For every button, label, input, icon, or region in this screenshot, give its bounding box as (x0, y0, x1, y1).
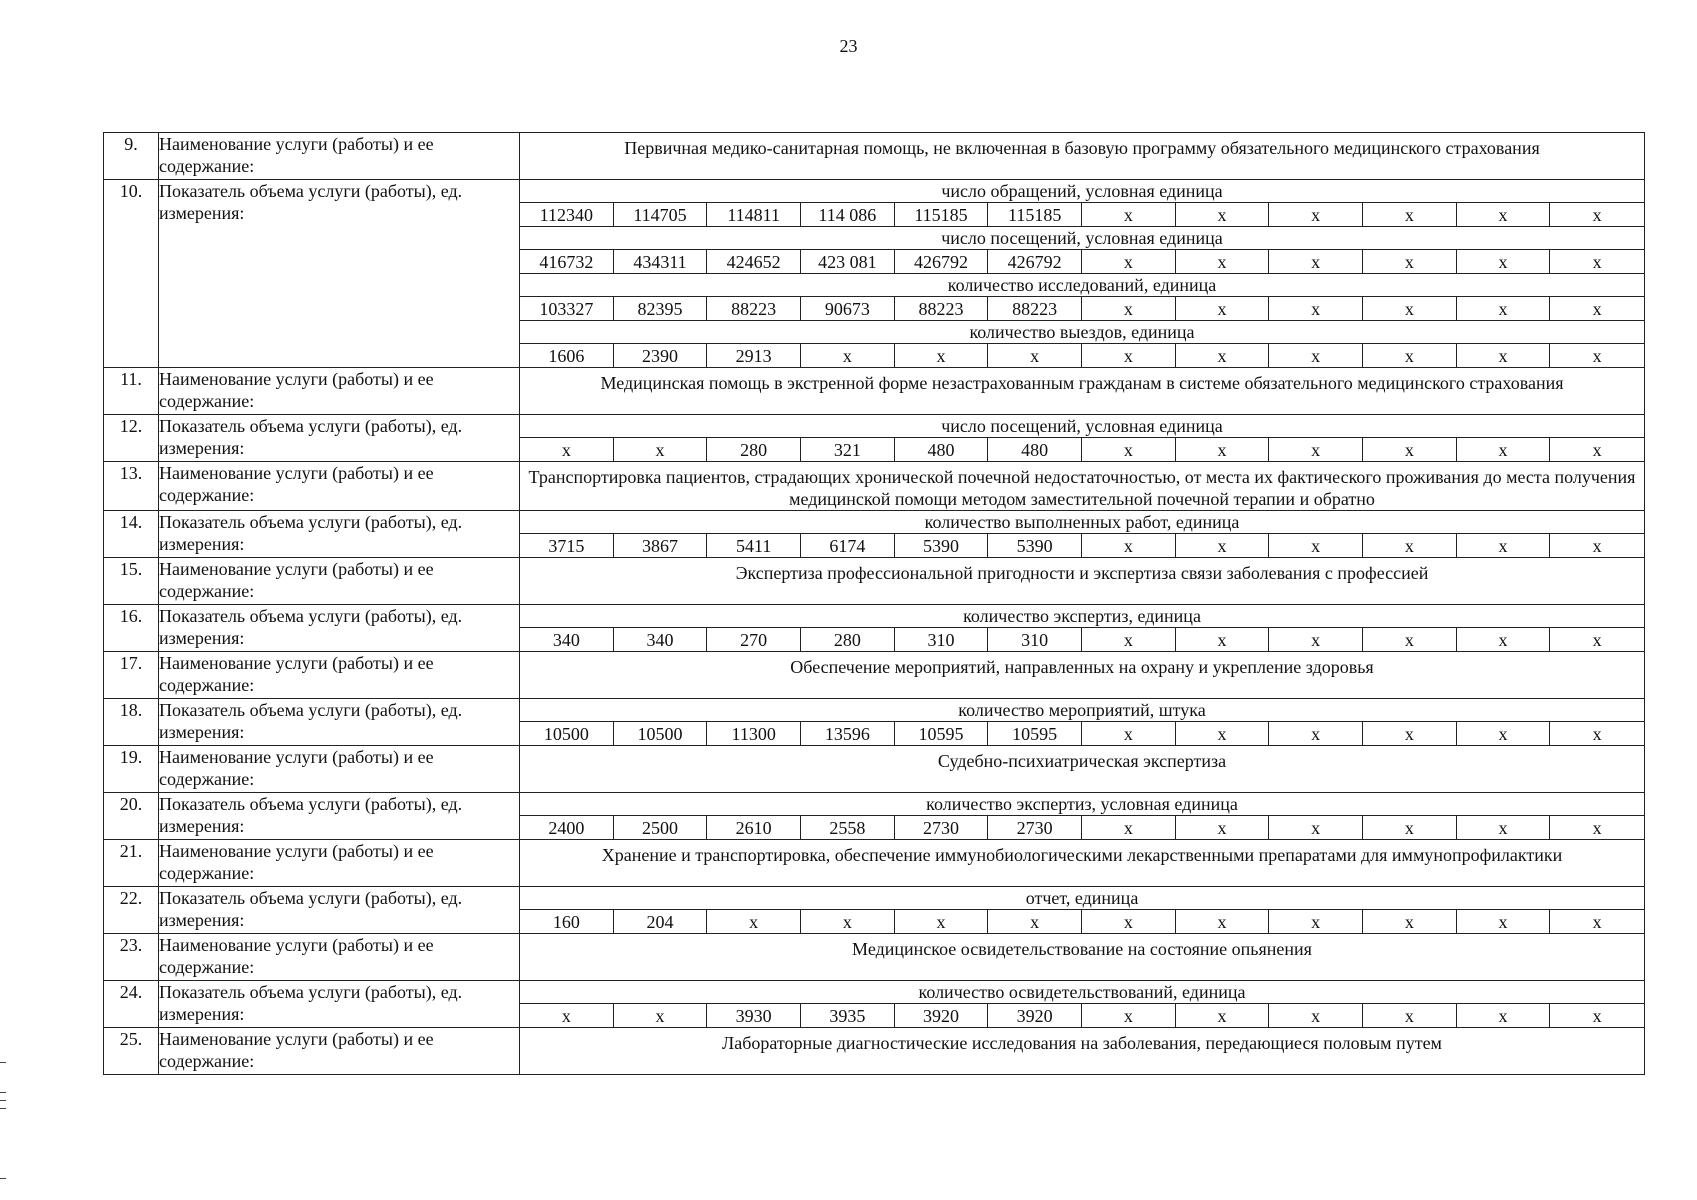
row-content (520, 652, 1645, 699)
indicator-title: количество исследований, единица (520, 274, 1644, 297)
row-label: Наименование услуги (работы) и ее содержание: (159, 934, 520, 981)
margin-mark (0, 1062, 6, 1063)
value-cell: x (1176, 203, 1270, 226)
value-cell: x (1457, 344, 1551, 367)
value-cell: x (1176, 816, 1270, 839)
row-content (520, 462, 1645, 511)
value-cell: x (1592, 205, 1602, 225)
value-cell: 2913 (707, 344, 801, 367)
indicator-title: количество выполненных работ, единица (520, 511, 1644, 534)
value-cell: x (1457, 297, 1551, 320)
row-label: Наименование услуги (работы) и ее содержание: (159, 840, 520, 887)
table-row (104, 415, 1645, 462)
value-cell: 340 (520, 628, 614, 651)
value-cell: x (1082, 1004, 1176, 1027)
row-number: 15. (104, 558, 159, 605)
value-cell: 10595 (988, 722, 1082, 745)
row-label: Наименование услуги (работы) и ее содержание: (159, 746, 520, 793)
row-number: 17. (104, 652, 159, 699)
row-number: 23. (104, 934, 159, 981)
value-cell: 2500 (614, 816, 708, 839)
value-cell: x (1269, 722, 1363, 745)
indicator-title: число обращений, условная единица (520, 180, 1644, 203)
value-cell: x (1363, 722, 1457, 745)
services-table (103, 132, 1645, 1075)
indicator-values (520, 816, 1644, 839)
value-cell: 340 (614, 628, 708, 651)
value-cell: x (1363, 203, 1457, 226)
value-cell: x (1082, 910, 1176, 933)
row-number: 19. (104, 746, 159, 793)
row-number: 9. (104, 133, 159, 180)
value-cell: 2558 (801, 816, 895, 839)
value-cell: 2610 (707, 816, 801, 839)
page-number: 23 (839, 36, 858, 56)
value-cell: x (520, 438, 614, 461)
value-cell: x (1363, 344, 1457, 367)
value-cell: x (1592, 818, 1602, 838)
row-content (520, 180, 1645, 368)
value-cell: x (1269, 816, 1363, 839)
value-cell: x (1363, 816, 1457, 839)
indicator-values (520, 534, 1644, 557)
value-cell: 2730 (988, 816, 1082, 839)
value-cell: x (1457, 438, 1551, 461)
row-label: Показатель объема услуги (работы), ед. измерения: (159, 511, 520, 558)
value-cell: x (1269, 297, 1363, 320)
value-cell: x (1592, 1006, 1602, 1026)
value-cell: x (1176, 722, 1270, 745)
value-cell: x (1457, 203, 1551, 226)
value-cell: x (1269, 438, 1363, 461)
row-label: Наименование услуги (работы) и ее содержание: (159, 1028, 520, 1075)
row-label: Наименование услуги (работы) и ее содержание: (159, 133, 520, 180)
row-label: Показатель объема услуги (работы), ед. измерения: (159, 887, 520, 934)
margin-mark (0, 1092, 6, 1093)
value-cell: 424652 (707, 250, 801, 273)
service-name: Медицинская помощь в экстренной форме незастрахованным гражданам в системе обязательного медицинского страхования (600, 373, 1564, 393)
value-cell: 160 (520, 910, 614, 933)
value-cell: x (1082, 816, 1176, 839)
indicator-title: отчет, единица (520, 887, 1644, 910)
value-cell: 426792 (895, 250, 989, 273)
value-cell: 480 (988, 438, 1082, 461)
row-content (520, 699, 1645, 746)
table-row (104, 511, 1645, 558)
value-cell: 3715 (520, 534, 614, 557)
row-number: 21. (104, 840, 159, 887)
value-cell: 5390 (988, 534, 1082, 557)
row-label: Наименование услуги (работы) и ее содержание: (159, 652, 520, 699)
value-cell: 10500 (614, 722, 708, 745)
service-name: Медицинское освидетельствование на состояние опьянения (852, 939, 1312, 959)
value-cell: 3930 (707, 1004, 801, 1027)
value-cell: 114811 (707, 203, 801, 226)
indicator-values (520, 1004, 1644, 1027)
value-cell: 5411 (707, 534, 801, 557)
value-cell: x (1176, 297, 1270, 320)
indicator-group (520, 321, 1644, 367)
value-cell: x (1457, 722, 1551, 745)
value-cell: 480 (895, 438, 989, 461)
value-cell: 112340 (520, 203, 614, 226)
value-cell: x (1457, 534, 1551, 557)
value-cell: 2390 (614, 344, 708, 367)
value-cell: 88223 (895, 297, 989, 320)
row-content (520, 511, 1645, 558)
row-label: Наименование услуги (работы) и ее содержание: (159, 558, 520, 605)
indicator-group (520, 699, 1644, 745)
value-cell: x (1082, 628, 1176, 651)
value-cell: 11300 (707, 722, 801, 745)
value-cell: x (614, 1004, 708, 1027)
value-cell: x (1592, 440, 1602, 460)
table-row (104, 746, 1645, 793)
indicator-values (520, 438, 1644, 461)
table-row (104, 1028, 1645, 1075)
value-cell: x (1176, 628, 1270, 651)
indicator-values (520, 344, 1644, 367)
row-number: 16. (104, 605, 159, 652)
service-name: Обеспечение мероприятий, направленных на охрану и укрепление здоровья (790, 657, 1374, 677)
value-cell: 5390 (895, 534, 989, 557)
row-content (520, 1028, 1645, 1075)
indicator-group (520, 887, 1644, 933)
value-cell: x (1269, 1004, 1363, 1027)
value-cell: 3920 (895, 1004, 989, 1027)
value-cell: 1606 (520, 344, 614, 367)
value-cell: x (1082, 250, 1176, 273)
value-cell: x (614, 438, 708, 461)
value-cell: x (1363, 1004, 1457, 1027)
value-cell: x (1082, 722, 1176, 745)
row-number: 11. (104, 368, 159, 415)
value-cell: x (1082, 534, 1176, 557)
row-content (520, 605, 1645, 652)
value-cell: 416732 (520, 250, 614, 273)
value-cell: x (1176, 1004, 1270, 1027)
indicator-title: количество мероприятий, штука (520, 699, 1644, 722)
value-cell: x (1592, 912, 1602, 932)
table-row (104, 793, 1645, 840)
table-row (104, 887, 1645, 934)
value-cell: 115185 (988, 203, 1082, 226)
row-number: 12. (104, 415, 159, 462)
row-content (520, 558, 1645, 605)
value-cell: x (1592, 252, 1602, 272)
service-name: Первичная медико-санитарная помощь, не включенная в базовую программу обязательного медицинского страхования (624, 138, 1540, 158)
value-cell: x (1269, 910, 1363, 933)
indicator-values (520, 910, 1644, 933)
value-cell: x (1363, 628, 1457, 651)
table-row (104, 462, 1645, 511)
service-name: Судебно-психиатрическая экспертиза (937, 751, 1227, 771)
value-cell: x (1457, 628, 1551, 651)
value-cell: x (1457, 816, 1551, 839)
value-cell: 10595 (895, 722, 989, 745)
value-cell: x (988, 344, 1082, 367)
row-content (520, 793, 1645, 840)
value-cell: 280 (707, 438, 801, 461)
row-label: Показатель объема услуги (работы), ед. измерения: (159, 415, 520, 462)
indicator-group (520, 605, 1644, 651)
value-cell: x (1082, 297, 1176, 320)
value-cell: 3920 (988, 1004, 1082, 1027)
value-cell: 2730 (895, 816, 989, 839)
indicator-group (520, 227, 1644, 274)
indicator-values (520, 297, 1644, 321)
row-content (520, 840, 1645, 887)
value-cell: x (1176, 534, 1270, 557)
value-cell: 310 (988, 628, 1082, 651)
value-cell: 82395 (614, 297, 708, 320)
margin-mark (0, 1100, 6, 1101)
table-row (104, 981, 1645, 1028)
value-cell: x (801, 910, 895, 933)
value-cell: 3935 (801, 1004, 895, 1027)
value-cell: 115185 (895, 203, 989, 226)
value-cell: x (1363, 250, 1457, 273)
value-cell: x (520, 1004, 614, 1027)
value-cell: 3867 (614, 534, 708, 557)
row-content (520, 981, 1645, 1028)
table-row (104, 840, 1645, 887)
value-cell: x (1457, 910, 1551, 933)
service-name: Хранение и транспортировка, обеспечение иммунобиологическими лекарственными препаратами для иммунопрофилактики (601, 845, 1563, 865)
value-cell: x (1082, 438, 1176, 461)
value-cell: x (1176, 910, 1270, 933)
value-cell: x (988, 910, 1082, 933)
service-name: Транспортировка пациентов, страдающих хронической почечной недостаточностью, от места их фактического проживания до места получения медицинской помощи методом заместительной почечной терапии и обратно (528, 467, 1636, 509)
row-content (520, 934, 1645, 981)
indicator-values (520, 203, 1644, 227)
table-row (104, 368, 1645, 415)
table-row (104, 934, 1645, 981)
table-row (104, 699, 1645, 746)
indicator-group (520, 793, 1644, 839)
value-cell: 2400 (520, 816, 614, 839)
value-cell: x (1592, 630, 1602, 650)
row-content (520, 133, 1645, 180)
indicator-group (520, 274, 1644, 321)
row-label: Показатель объема услуги (работы), ед. измерения: (159, 180, 520, 368)
indicator-group (520, 981, 1644, 1027)
row-label: Показатель объема услуги (работы), ед. измерения: (159, 981, 520, 1028)
row-label: Показатель объема услуги (работы), ед. измерения: (159, 699, 520, 746)
value-cell: x (1363, 910, 1457, 933)
value-cell: x (801, 344, 895, 367)
row-content (520, 746, 1645, 793)
value-cell: x (1176, 344, 1270, 367)
value-cell: 270 (707, 628, 801, 651)
indicator-values (520, 628, 1644, 651)
indicator-title: количество экспертиз, условная единица (520, 793, 1644, 816)
indicator-title: число посещений, условная единица (520, 227, 1644, 250)
row-number: 24. (104, 981, 159, 1028)
value-cell: 13596 (801, 722, 895, 745)
value-cell: 88223 (707, 297, 801, 320)
value-cell: 423 081 (801, 250, 895, 273)
row-content (520, 415, 1645, 462)
value-cell: x (1082, 344, 1176, 367)
value-cell: x (1363, 297, 1457, 320)
service-name: Лабораторные диагностические исследования на заболевания, передающиеся половым путем (722, 1033, 1442, 1053)
value-cell: 434311 (614, 250, 708, 273)
value-cell: 10500 (520, 722, 614, 745)
indicator-values (520, 722, 1644, 745)
row-content (520, 887, 1645, 934)
value-cell: x (707, 910, 801, 933)
indicator-title: число посещений, условная единица (520, 415, 1644, 438)
row-label: Показатель объема услуги (работы), ед. измерения: (159, 793, 520, 840)
value-cell: 103327 (520, 297, 614, 320)
value-cell: 88223 (988, 297, 1082, 320)
value-cell: x (1082, 203, 1176, 226)
row-label: Показатель объема услуги (работы), ед. измерения: (159, 605, 520, 652)
value-cell: 310 (895, 628, 989, 651)
row-number: 14. (104, 511, 159, 558)
row-number: 22. (104, 887, 159, 934)
indicator-title: количество экспертиз, единица (520, 605, 1644, 628)
value-cell: x (1176, 250, 1270, 273)
value-cell: x (895, 910, 989, 933)
value-cell: 6174 (801, 534, 895, 557)
value-cell: x (1592, 536, 1602, 556)
value-cell: x (1592, 346, 1602, 366)
value-cell: 114 086 (801, 203, 895, 226)
value-cell: x (1269, 250, 1363, 273)
value-cell: x (1176, 438, 1270, 461)
table-row (104, 558, 1645, 605)
value-cell: 90673 (801, 297, 895, 320)
indicator-title: количество выездов, единица (520, 321, 1644, 344)
indicator-title: количество освидетельствований, единица (520, 981, 1644, 1004)
row-content (520, 368, 1645, 415)
indicator-values (520, 250, 1644, 274)
row-number: 20. (104, 793, 159, 840)
value-cell: 426792 (988, 250, 1082, 273)
value-cell: x (1592, 724, 1602, 744)
value-cell: 204 (614, 910, 708, 933)
value-cell: x (1363, 438, 1457, 461)
row-number: 18. (104, 699, 159, 746)
value-cell: x (1363, 534, 1457, 557)
table-row (104, 605, 1645, 652)
row-label: Наименование услуги (работы) и ее содержание: (159, 462, 520, 511)
value-cell: x (1269, 534, 1363, 557)
row-number: 13. (104, 462, 159, 511)
value-cell: x (895, 344, 989, 367)
value-cell: 114705 (614, 203, 708, 226)
indicator-group (520, 511, 1644, 557)
table-row (104, 652, 1645, 699)
row-label: Наименование услуги (работы) и ее содержание: (159, 368, 520, 415)
indicator-group (520, 180, 1644, 227)
service-name: Экспертиза профессиональной пригодности и экспертиза связи заболевания с профессией (735, 563, 1429, 583)
row-number: 10. (104, 180, 159, 368)
margin-mark (0, 1178, 6, 1179)
indicator-group (520, 415, 1644, 461)
value-cell: x (1269, 628, 1363, 651)
row-number: 25. (104, 1028, 159, 1075)
value-cell: 321 (801, 438, 895, 461)
value-cell: x (1592, 299, 1602, 319)
value-cell: 280 (801, 628, 895, 651)
value-cell: x (1457, 250, 1551, 273)
value-cell: x (1457, 1004, 1551, 1027)
value-cell: x (1269, 344, 1363, 367)
value-cell: x (1269, 203, 1363, 226)
table-row (104, 133, 1645, 180)
table-row (104, 180, 1645, 368)
margin-mark (0, 1108, 6, 1109)
